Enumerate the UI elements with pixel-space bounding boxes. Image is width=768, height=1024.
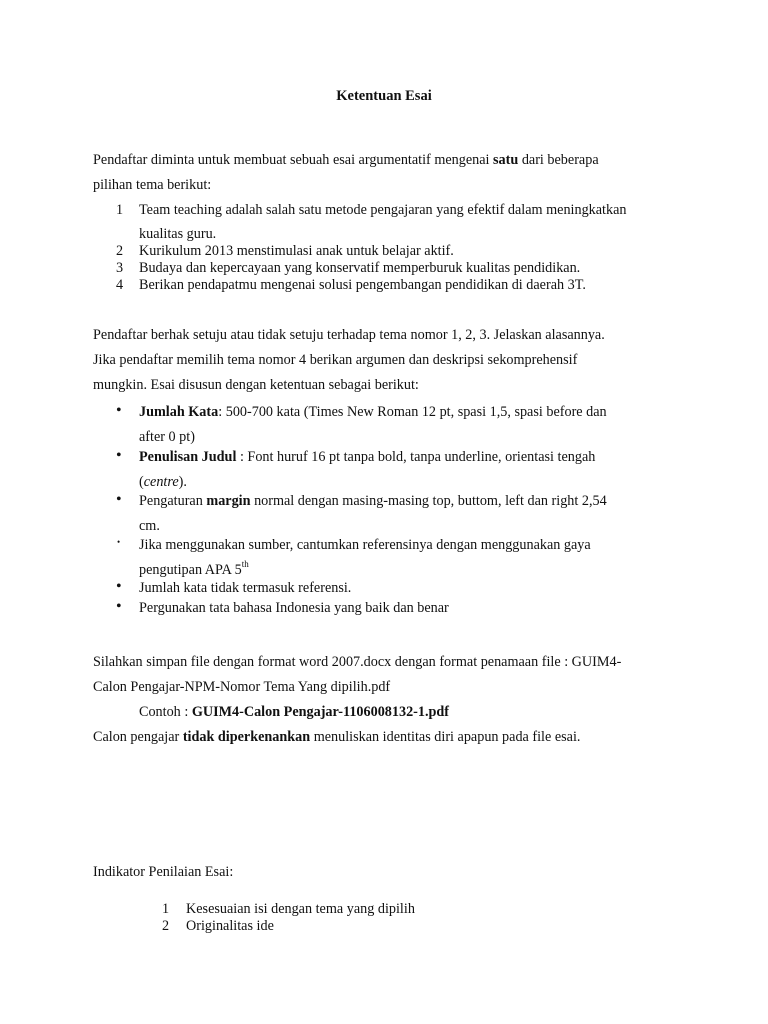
rule-title-format-continued — [139, 474, 187, 491]
identity-bold: tidak diperkenankan — [182, 729, 311, 745]
rule-text: : 500-700 kata (Times New Roman 12 pt, spasi 1,5, spasi before dan — [218, 404, 607, 420]
rule-title-format — [139, 449, 595, 466]
identity-rule — [93, 729, 580, 746]
intro-line-2: pilihan tema berikut: — [93, 177, 212, 193]
para2-line-2: Jika pendaftar memilih tema nomor 4 berikan argumen dan deskripsi sekomprehensif — [93, 352, 578, 368]
para2-line-1: Pendaftar berhak setuju atau tidak setuju terhadap tema nomor 1, 2, 3. Jelaskan alasannya. — [93, 327, 605, 343]
save-line-2: Calon Pengajar-NPM-Nomor Tema Yang dipilih.pdf — [93, 679, 391, 695]
document-title: Ketentuan Esai — [336, 88, 432, 104]
theme-text-continued: kualitas guru. — [139, 226, 217, 242]
theme-text: Team teaching adalah salah satu metode pengajaran yang efektif dalam meningkatkan — [139, 202, 627, 218]
indicator-number: 2 — [162, 918, 170, 934]
filename-example — [139, 704, 449, 721]
bullet-icon: • — [116, 491, 122, 508]
rule-label: margin — [206, 493, 251, 509]
rule-word-count — [139, 404, 607, 421]
rule-exclusion: Jumlah kata tidak termasuk referensi. — [139, 580, 352, 596]
rule-references-continued — [139, 559, 249, 579]
intro-bold-word: satu — [493, 152, 519, 168]
identity-text-end: menuliskan identitas diri apapun pada file esai. — [310, 729, 581, 745]
intro-text: Pendaftar diminta untuk membuat sebuah esai argumentatif mengenai — [93, 152, 494, 168]
indicators-heading: Indikator Penilaian Esai: — [93, 864, 234, 880]
bullet-icon: • — [116, 598, 122, 615]
rule-text-end: normal dengan masing-masing top, buttom, left dan right 2,54 — [250, 493, 607, 509]
example-filename: GUIM4-Calon Pengajar-1106008132-1.pdf — [191, 704, 450, 720]
intro-line-1 — [93, 152, 599, 169]
rule-margin — [139, 493, 607, 510]
paren-open: ( — [139, 474, 144, 490]
rule-text: : Font huruf 16 pt tanpa bold, tanpa underline, orientasi tengah — [236, 449, 596, 465]
theme-number: 2 — [116, 243, 124, 259]
bullet-icon: • — [116, 578, 122, 595]
intro-text-end: dari beberapa — [518, 152, 599, 168]
theme-number: 1 — [116, 202, 124, 218]
rule-text: pengutipan APA 5 — [139, 562, 242, 578]
save-line-1: Silahkan simpan file dengan format word 2007.docx dengan format penamaan file : GUIM4- — [93, 654, 622, 670]
rule-margin-continued: cm. — [139, 518, 160, 534]
identity-text: Calon pengajar — [93, 729, 183, 745]
rule-label: Jumlah Kata — [139, 404, 219, 420]
rule-language: Pergunakan tata bahasa Indonesia yang baik dan benar — [139, 600, 449, 616]
rule-label: Penulisan Judul — [139, 449, 237, 465]
superscript: th — [241, 559, 249, 570]
indicator-text: Kesesuaian isi dengan tema yang dipilih — [186, 901, 415, 917]
theme-number: 4 — [116, 277, 124, 293]
rule-references: Jika menggunakan sumber, cantumkan referensinya dengan menggunakan gaya — [139, 537, 591, 553]
example-label: Contoh : — [139, 704, 192, 720]
rule-text: Pengaturan — [139, 493, 207, 509]
theme-text: Budaya dan kepercayaan yang konservatif memperburuk kualitas pendidikan. — [139, 260, 581, 276]
theme-text: Berikan pendapatmu mengenai solusi pengembangan pendidikan di daerah 3T. — [139, 277, 586, 293]
rule-word-count-continued: after 0 pt) — [139, 429, 195, 445]
theme-number: 3 — [116, 260, 124, 276]
bullet-icon: • — [117, 537, 121, 547]
bullet-icon: • — [116, 402, 122, 419]
indicator-text: Originalitas ide — [186, 918, 274, 934]
paren-close: ). — [178, 474, 187, 490]
bullet-icon: • — [116, 447, 122, 464]
rule-italic-word: centre — [143, 474, 179, 490]
para2-line-3: mungkin. Esai disusun dengan ketentuan sebagai berikut: — [93, 377, 419, 393]
indicator-number: 1 — [162, 901, 170, 917]
theme-text: Kurikulum 2013 menstimulasi anak untuk belajar aktif. — [139, 243, 454, 259]
